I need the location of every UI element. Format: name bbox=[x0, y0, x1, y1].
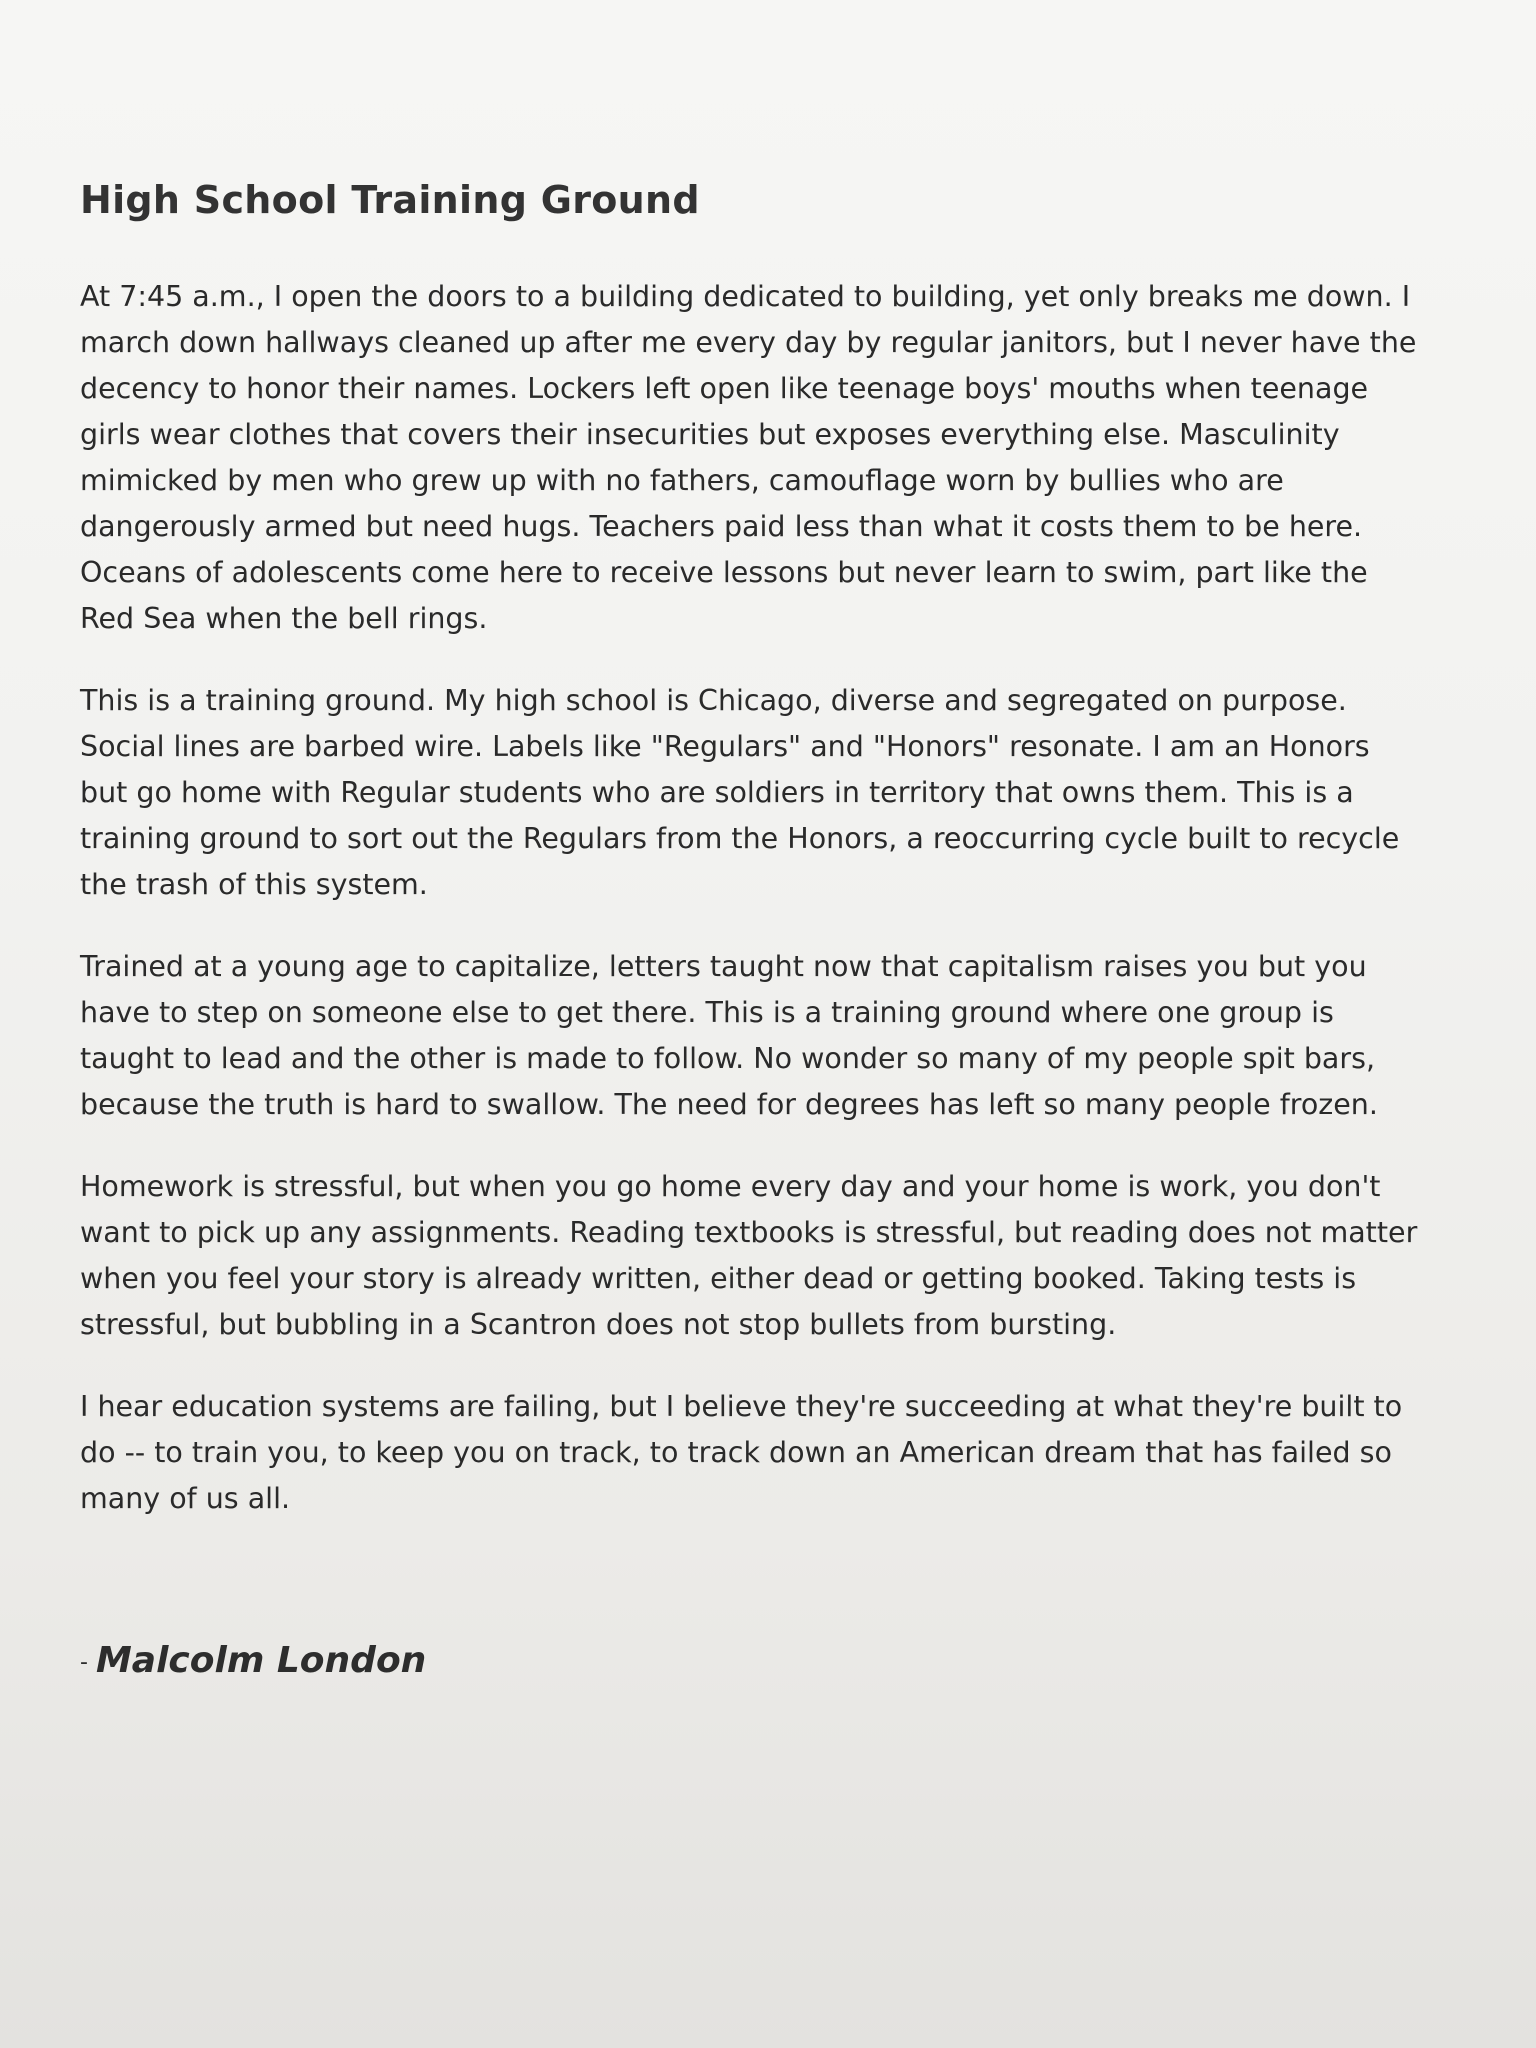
signature-dash: - bbox=[80, 1649, 88, 1675]
paragraph-4: Homework is stressful, but when you go home every day and your home is work, you don't want to pick up any assignments. Reading textbooks is stressful, but reading does not matter when you feel your story is already written, either dead or getting booked. Taking tests is stressful, but bubbling in a Scantron does not stop bullets from bursting. bbox=[80, 1170, 1418, 1341]
paragraph-2: This is a training ground. My high school is Chicago, diverse and segregated on purpose. Social lines are barbed wire. Labels like "Regulars" and "Honors" resonate. I am an Honors but go home with Regular students who are soldiers in territory that owns them. This is a training ground to sort out the Regulars from the Honors, a reoccurring cycle built to recycle the trash of this system. bbox=[80, 684, 1400, 901]
paragraph-5: I hear education systems are failing, but I believe they're succeeding at what they're built to do -- to train you, to keep you on track, to track down an American dream that has failed so many of us all. bbox=[80, 1390, 1403, 1515]
author-signature bbox=[80, 1640, 1426, 1681]
poem-title: High School Training Ground bbox=[80, 178, 700, 222]
paragraph-3: Trained at a young age to capitalize, letters taught now that capitalism raises you but you have to step on someone else to get there. This is a training ground where one group is taught to lead and the other is made to follow. No wonder so many of my people spit bars, because the truth is hard to swallow. The need for degrees has left so many people frozen. bbox=[80, 950, 1378, 1121]
paragraph-1: At 7:45 a.m., I open the doors to a building dedicated to building, yet only breaks me down. I march down hallways cleaned up after me every day by regular janitors, but I never have the decency to honor their names. Lockers left open like teenage boys' mouths when teenage girls wear clothes that covers their insecurities but exposes everything else. Masculinity mimicked by men who grew up with no fathers, camouflage worn by bullies who are dangerously armed but need hugs. Teachers paid less than what it costs them to be here. Oceans of adolescents come here to receive lessons but never learn to swim, part like the Red Sea when the bell rings. bbox=[80, 280, 1417, 635]
author-name: Malcolm London bbox=[95, 1640, 427, 1681]
